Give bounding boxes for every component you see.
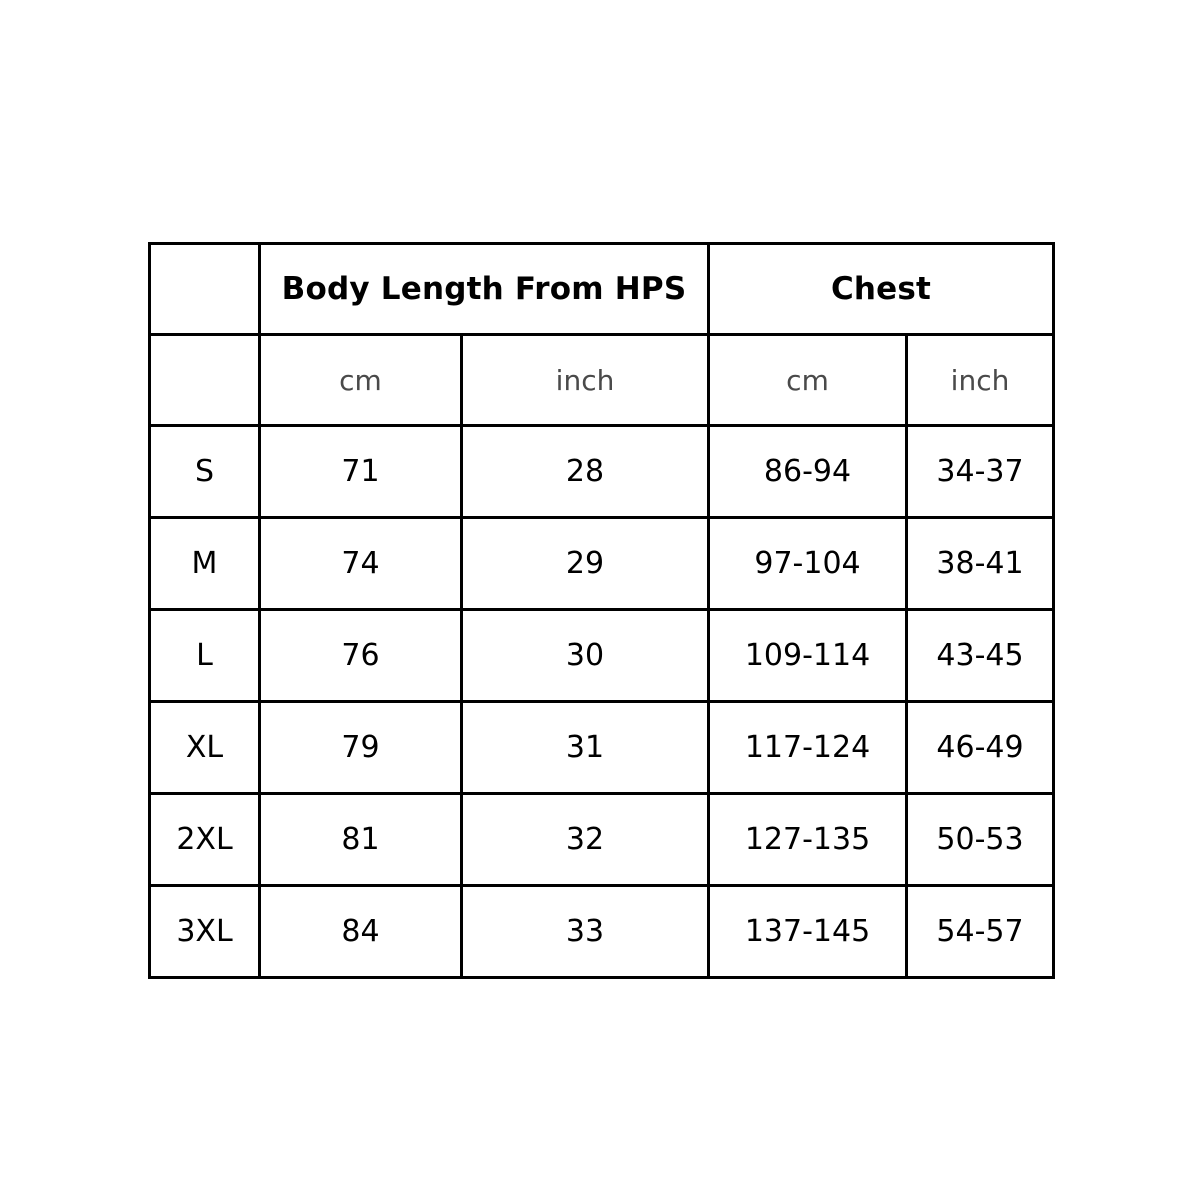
cell-body-length-inch: 29 (462, 518, 709, 610)
cell-body-length-inch: 31 (462, 702, 709, 794)
table-row (150, 886, 1054, 978)
cell-body-length-cm: 81 (260, 794, 462, 886)
cell-chest-cm: 86-94 (709, 426, 907, 518)
size-chart-table (148, 242, 1055, 979)
cell-chest-cm: 137-145 (709, 886, 907, 978)
cell-chest-cm: 109-114 (709, 610, 907, 702)
cell-chest-cm: 127-135 (709, 794, 907, 886)
size-label: 2XL (150, 794, 260, 886)
table-row (150, 518, 1054, 610)
size-label: 3XL (150, 886, 260, 978)
table-row (150, 426, 1054, 518)
cell-chest-inch: 43-45 (907, 610, 1054, 702)
cell-body-length-cm: 71 (260, 426, 462, 518)
cell-chest-inch: 34-37 (907, 426, 1054, 518)
cell-chest-inch: 46-49 (907, 702, 1054, 794)
cell-chest-cm: 117-124 (709, 702, 907, 794)
unit-body-length-cm: cm (260, 335, 462, 426)
table-row (150, 794, 1054, 886)
cell-body-length-inch: 28 (462, 426, 709, 518)
cell-chest-inch: 54-57 (907, 886, 1054, 978)
group-header-chest: Chest (709, 244, 1054, 335)
cell-body-length-inch: 33 (462, 886, 709, 978)
unit-chest-inch: inch (907, 335, 1054, 426)
cell-body-length-cm: 84 (260, 886, 462, 978)
group-header-body-length: Body Length From HPS (260, 244, 709, 335)
corner-blank-cell (150, 244, 260, 335)
unit-blank-cell (150, 335, 260, 426)
size-chart-container (148, 242, 1052, 979)
size-label: M (150, 518, 260, 610)
cell-chest-inch: 38-41 (907, 518, 1054, 610)
cell-body-length-inch: 32 (462, 794, 709, 886)
table-unit-header-row (150, 335, 1054, 426)
cell-body-length-cm: 76 (260, 610, 462, 702)
cell-body-length-cm: 79 (260, 702, 462, 794)
table-row (150, 610, 1054, 702)
size-label: L (150, 610, 260, 702)
size-label: XL (150, 702, 260, 794)
size-label: S (150, 426, 260, 518)
table-group-header-row (150, 244, 1054, 335)
unit-chest-cm: cm (709, 335, 907, 426)
cell-chest-inch: 50-53 (907, 794, 1054, 886)
unit-body-length-inch: inch (462, 335, 709, 426)
cell-body-length-cm: 74 (260, 518, 462, 610)
cell-chest-cm: 97-104 (709, 518, 907, 610)
table-row (150, 702, 1054, 794)
cell-body-length-inch: 30 (462, 610, 709, 702)
